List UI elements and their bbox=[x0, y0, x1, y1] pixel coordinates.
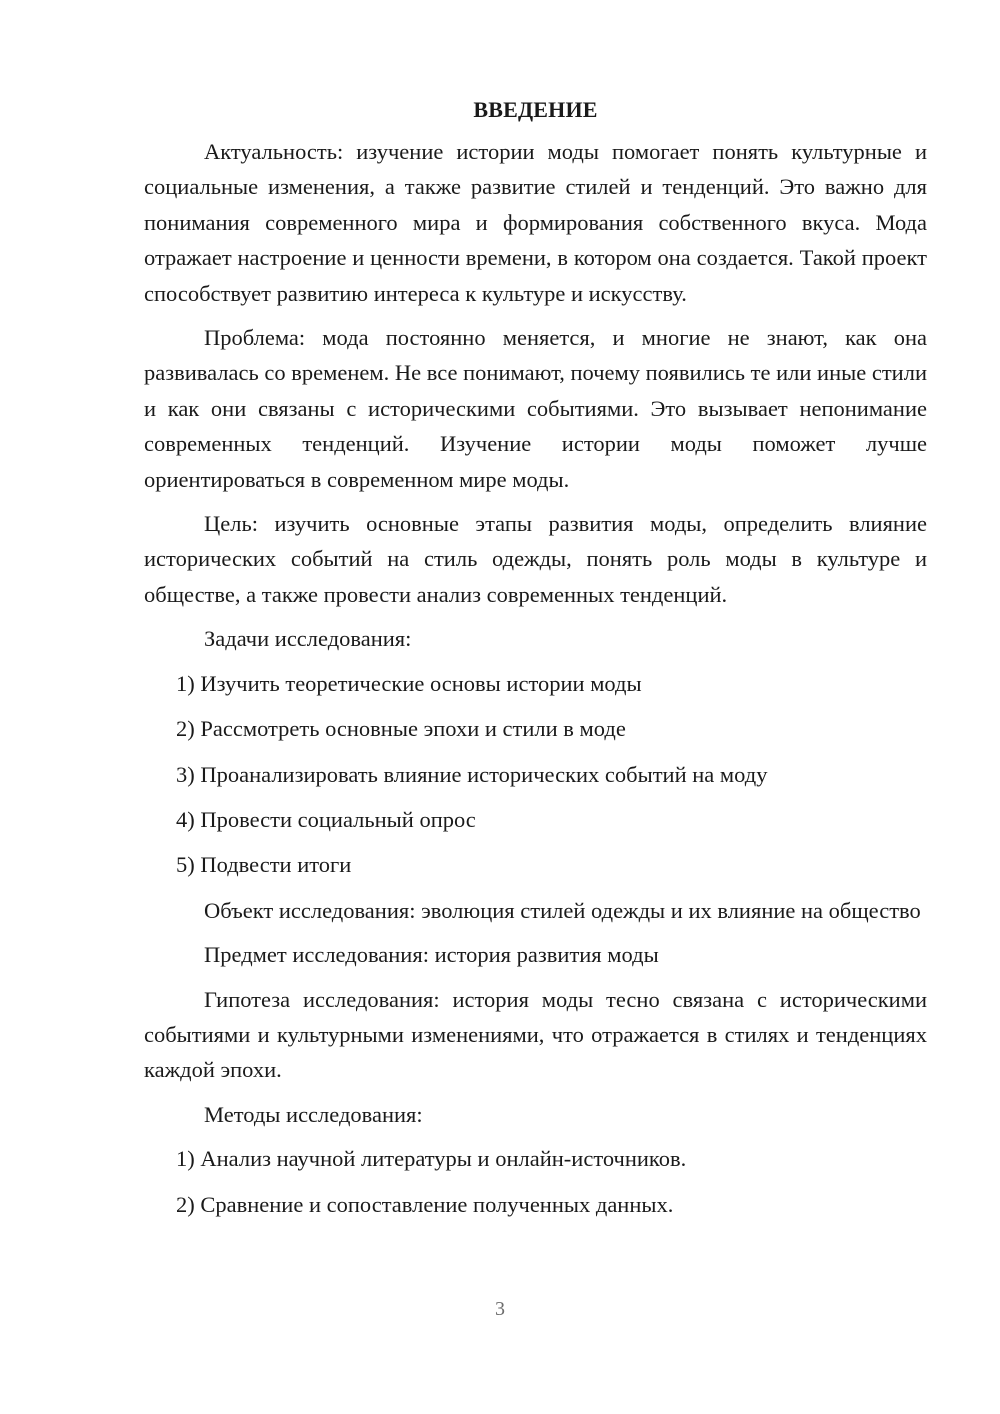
list-item: 5) Подвести итоги bbox=[176, 852, 352, 878]
list-item: 3) Проанализировать влияние исторических событий на моду bbox=[176, 761, 768, 787]
paragraph-relevance: Актуальность: изучение истории моды помогает понять культурные и социальные изменения, а также развитие стилей и тенденций. Это важно для понимания современного мира и формирования собственного вкуса. Мода отражает настроение и ценности времени, в котором она создается. Такой проект способствует развитию интереса к культуре и искусству. bbox=[144, 139, 927, 306]
list-item: 2) Сравнение и сопоставление полученных данных. bbox=[176, 1191, 674, 1217]
list-item: 1) Изучить теоретические основы истории моды bbox=[176, 670, 642, 696]
document-page bbox=[144, 92, 927, 1232]
paragraph-goal: Цель: изучить основные этапы развития моды, определить влияние исторических событий на стиль одежды, понять роль моды в культуре и обществе, а также провести анализ современных тенденций. bbox=[144, 511, 927, 607]
methods-heading: Методы исследования: bbox=[204, 1101, 423, 1127]
tasks-heading: Задачи исследования: bbox=[204, 626, 412, 652]
methods-list bbox=[144, 1141, 927, 1222]
tasks-list bbox=[144, 666, 927, 883]
paragraph-object: Объект исследования: эволюция стилей одежды и их влияние на общество bbox=[204, 897, 921, 923]
list-item: 4) Провести социальный опрос bbox=[176, 806, 476, 832]
list-item: 2) Рассмотреть основные эпохи и стили в моде bbox=[176, 716, 626, 742]
page-number: 3 bbox=[495, 1298, 505, 1320]
page-title: ВВЕДЕНИЕ bbox=[473, 97, 598, 122]
list-item: 1) Анализ научной литературы и онлайн-источников. bbox=[176, 1146, 687, 1172]
paragraph-hypothesis: Гипотеза исследования: история моды тесно связана с историческими событиями и культурными изменениями, что отражается в стилях и тенденциях каждой эпохи. bbox=[144, 986, 927, 1083]
paragraph-problem: Проблема: мода постоянно меняется, и многие не знают, как она развивалась со временем. Не все понимают, почему появились те или иные стили и как они связаны с историческими событиями. Это вызывает непонимание современных тенденций. Изучение истории моды поможет лучше ориентироваться в современном мире моды. bbox=[144, 325, 927, 492]
paragraph-subject: Предмет исследования: история развития моды bbox=[204, 942, 659, 968]
